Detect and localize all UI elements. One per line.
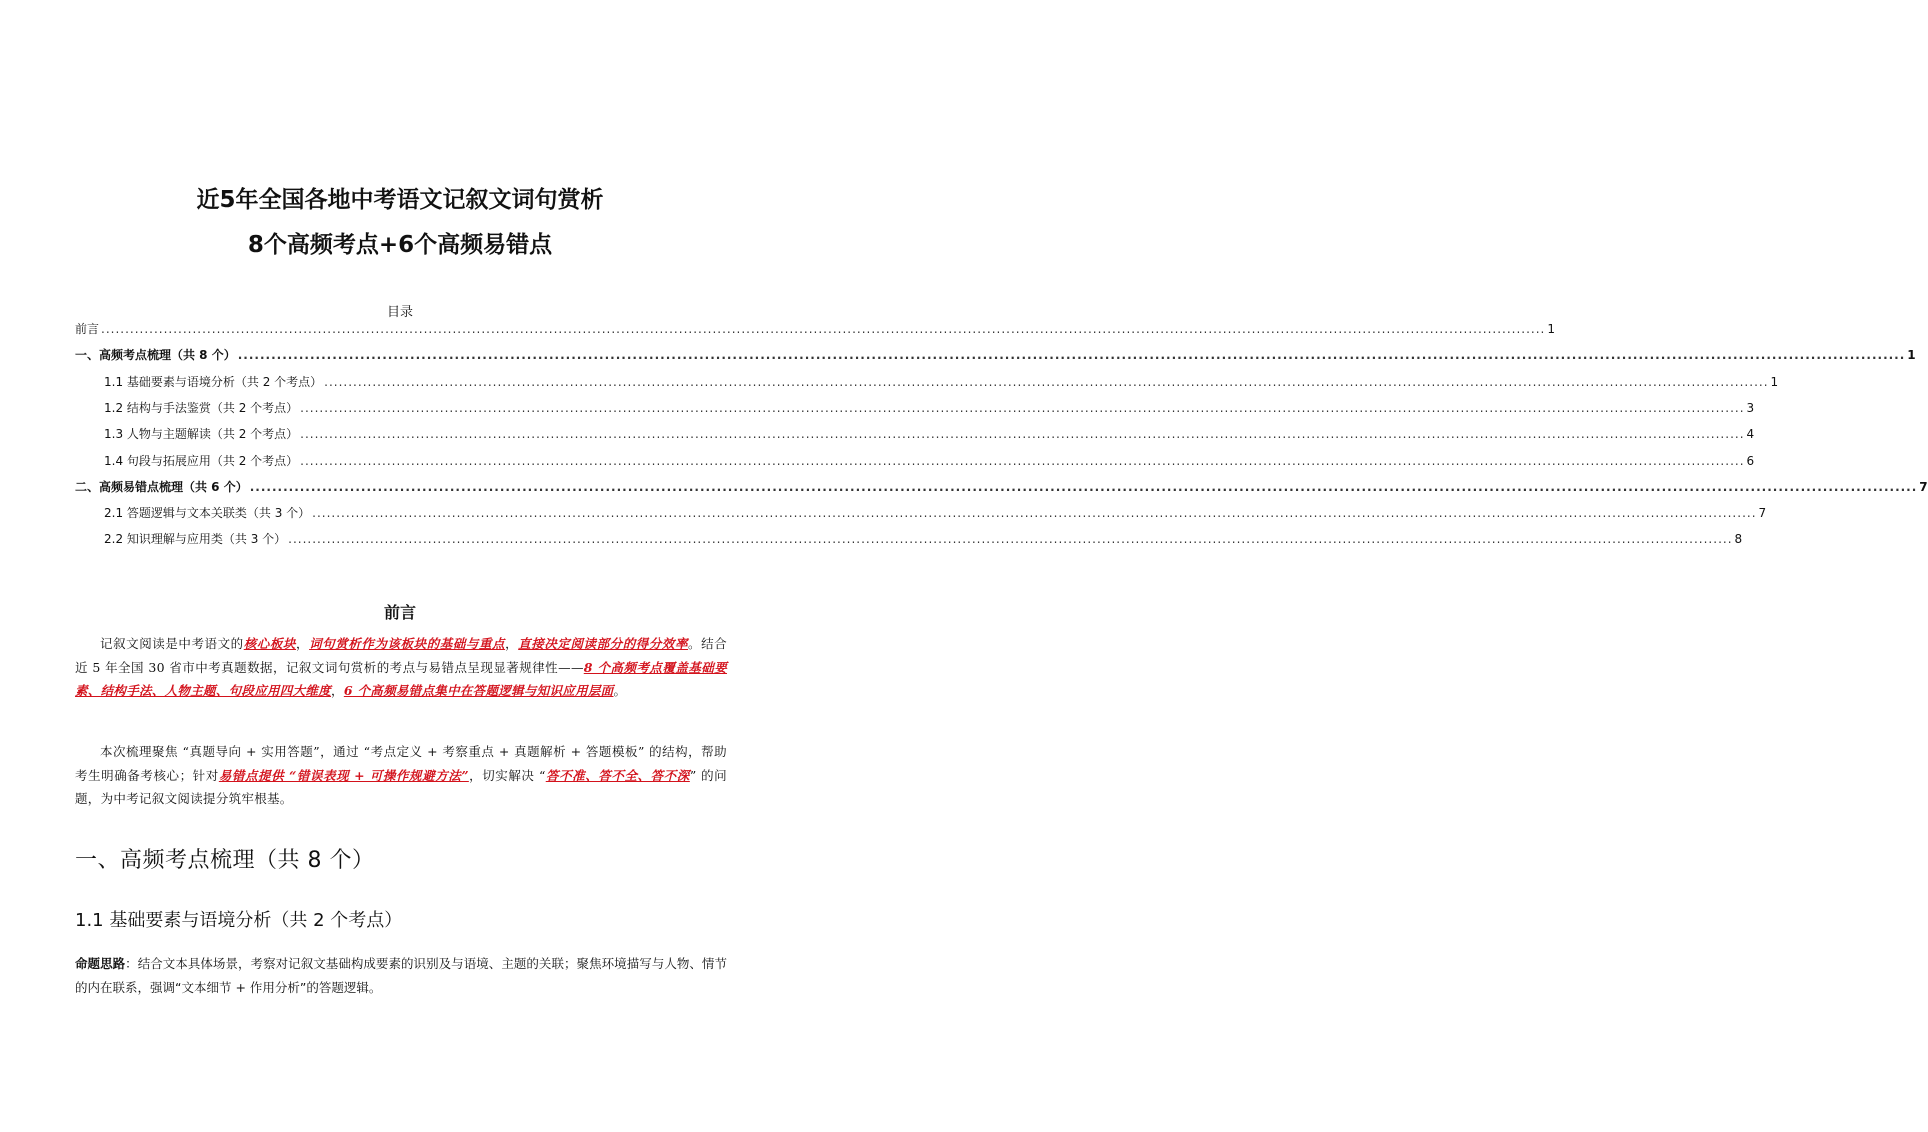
text-span: ” 的问题，为中考记叙文阅读提分筑牢根基。 <box>75 767 727 806</box>
text-span: ， <box>331 683 344 698</box>
text-span: 。结合近 5 年全国 30 省市中考真题数据，记叙文词句赏析的考点与易错点呈现显著规律性—— <box>75 636 727 675</box>
toc-entry[interactable] <box>104 399 1755 417</box>
document-title-line-2: 8个高频考点+6个高频易错点 <box>247 232 553 258</box>
toc-dot-leader: ............................................................................................................................................................................................................................................................................................................ <box>300 427 1745 441</box>
text-span: 本次梳理聚焦 “真题导向 + 实用答题”，通过 “考点定义 + 考察重点 + 真题解析 + 答题模板” 的结构，帮助考生明确备考核心；针对 <box>75 744 727 783</box>
highlight-span: 8 个高频考点覆盖基础要素、结构手法、人物主题、句段应用四大维度 <box>75 659 728 698</box>
toc-page-number: 7 <box>1919 480 1928 494</box>
toc-entry[interactable] <box>104 504 1767 522</box>
text-span: ，切实解决 “ <box>468 767 546 783</box>
toc-entry-label: 2.1 答题逻辑与文本关联类（共 3 个） <box>104 506 311 520</box>
preface-paragraph-2 <box>75 740 727 811</box>
preface-heading: 前言 <box>383 603 416 622</box>
document-title-line-1: 近5年全国各地中考语文记叙文词句赏析 <box>196 187 604 213</box>
toc-page-number: 1 <box>1907 348 1916 362</box>
section-heading: 一、高频考点梳理（共 8 个） <box>75 848 375 873</box>
toc-entry[interactable] <box>104 373 1779 391</box>
toc-page-number: 4 <box>1746 427 1755 441</box>
highlight-span: 核心板块 <box>243 636 297 651</box>
toc-heading: 目录 <box>386 305 413 320</box>
toc-entry-label: 2.2 知识理解与应用类（共 3 个） <box>104 532 287 546</box>
toc-entry-label: 1.3 人物与主题解读（共 2 个考点） <box>104 427 299 441</box>
lead-label: 命题思路 <box>75 956 126 971</box>
text-span: ， <box>505 636 519 651</box>
toc-entry-label: 1.1 基础要素与语境分析（共 2 个考点） <box>104 375 323 389</box>
toc-page-number: 6 <box>1746 454 1755 468</box>
toc-page-number: 3 <box>1746 401 1755 415</box>
highlight-span: 词句赏析作为该板块的基础与重点 <box>309 636 506 651</box>
toc-dot-leader: ............................................................................................................................................................................................................................................................................................................ <box>300 454 1745 468</box>
toc-dot-leader: ............................................................................................................................................................................................................................................................................................................ <box>249 480 1918 494</box>
toc-entry-label: 二、高频易错点梳理（共 6 个） <box>75 480 248 494</box>
toc-dot-leader: ............................................................................................................................................................................................................................................................................................................ <box>288 532 1733 546</box>
toc-dot-leader: ............................................................................................................................................................................................................................................................................................................ <box>300 401 1745 415</box>
paragraph-text: ：结合文本具体场景，考察对记叙文基础构成要素的识别及与语境、主题的关联；聚焦环境描写与人物、情节的内在联系，强调“文本细节 + 作用分析”的答题逻辑。 <box>75 956 727 995</box>
toc-entry-label: 1.2 结构与手法鉴赏（共 2 个考点） <box>104 401 299 415</box>
highlight-span: 直接决定阅读部分的得分效率 <box>518 636 689 651</box>
highlight-span: 答不准、答不全、答不深 <box>545 767 690 783</box>
toc-entry-label: 1.4 句段与拓展应用（共 2 个考点） <box>104 454 299 468</box>
toc-entry[interactable] <box>75 320 1555 338</box>
toc-dot-leader: ............................................................................................................................................................................................................................................................................................................ <box>312 506 1757 520</box>
toc-dot-leader: ............................................................................................................................................................................................................................................................................................................ <box>237 348 1906 362</box>
toc-entry-label: 前言 <box>75 322 100 336</box>
toc-page-number: 8 <box>1734 532 1743 546</box>
toc-page-number: 1 <box>1770 375 1779 389</box>
toc-page-number: 7 <box>1758 506 1767 520</box>
toc-entry[interactable] <box>104 452 1755 470</box>
proposition-idea-paragraph <box>75 952 727 1000</box>
highlight-span: 易错点提供 “错误表现 + 可操作规避方法” <box>218 767 469 783</box>
text-span: 。 <box>613 683 627 698</box>
toc-entry-label: 一、高频考点梳理（共 8 个） <box>75 348 236 362</box>
text-span: ， <box>296 636 310 651</box>
toc-dot-leader: ............................................................................................................................................................................................................................................................................................................ <box>101 322 1546 336</box>
toc-entry[interactable] <box>104 425 1755 443</box>
toc-entry[interactable] <box>75 478 1928 496</box>
highlight-span: 6 个高频易错点集中在答题逻辑与知识应用层面 <box>343 683 614 698</box>
toc-entry[interactable] <box>104 530 1743 548</box>
toc-page-number: 1 <box>1547 322 1555 336</box>
toc-entry[interactable] <box>75 346 1916 364</box>
toc-dot-leader: ............................................................................................................................................................................................................................................................................................................ <box>324 375 1769 389</box>
text-span: 记叙文阅读是中考语文的 <box>100 636 244 651</box>
subsection-heading: 1.1 基础要素与语境分析（共 2 个考点） <box>75 910 403 931</box>
preface-paragraph-1 <box>75 632 727 703</box>
